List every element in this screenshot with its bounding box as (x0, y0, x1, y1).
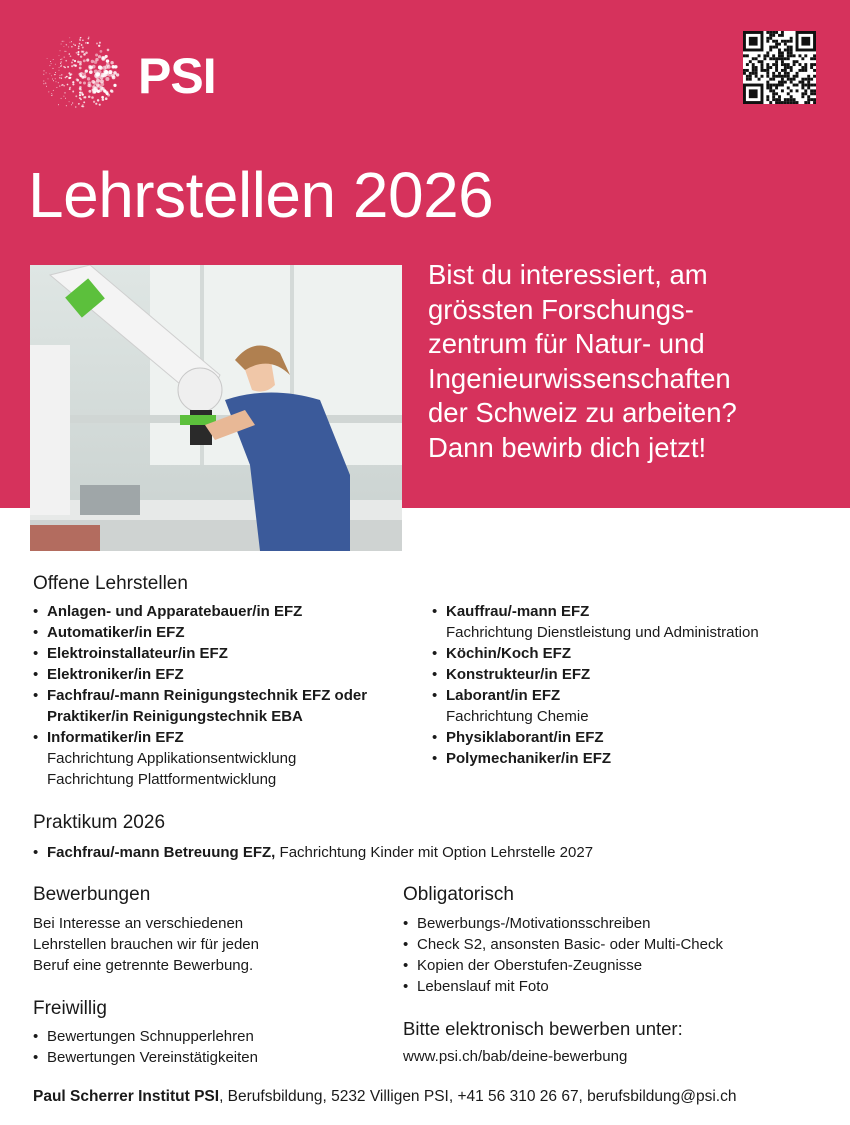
bewerbungen-text: Bei Interesse an verschiedenen Lehrstellen brauchen wir für jeden Beruf eine getrennte Bewerbung. (33, 915, 259, 974)
psi-logo-text: PSI (138, 48, 216, 104)
list-item: • Elektroinstallateur/in EFZ (33, 643, 423, 664)
list-item: • Laborant/in EFZ Fachrichtung Chemie (432, 685, 842, 727)
list-item: • Bewerbungs-/Motivationsschreiben (403, 913, 823, 934)
offene-lehrstellen-title: Offene Lehrstellen (33, 573, 188, 594)
list-item: • Lebenslauf mit Foto (403, 976, 823, 997)
obligatorisch-title: Obligatorisch (403, 884, 514, 905)
list-item: • Physiklaborant/in EFZ (432, 727, 842, 748)
praktikum-title: Praktikum 2026 (33, 812, 166, 833)
freiwillig-title: Freiwillig (33, 998, 107, 1019)
intro-line: grössten Forschungs- (428, 293, 694, 325)
bewerbungen-title: Bewerbungen (33, 884, 151, 905)
list-item: • Informatiker/in EFZ Fachrichtung Applikationsentwicklung Fachrichtung Plattformentwicklung (33, 727, 423, 790)
intro-text (428, 258, 838, 465)
list-item: • Konstrukteur/in EFZ (432, 664, 842, 685)
intro-line: Dann bewirb dich jetzt! (428, 431, 707, 463)
lehrstellen-list-left (33, 601, 423, 790)
obligatorisch-list (403, 913, 823, 997)
intro-line: Bist du interessiert, am (428, 259, 708, 290)
lehrstellen-list-right (432, 601, 842, 769)
list-item: • Bewertungen Schnupperlehren (33, 1026, 373, 1047)
list-item: • Anlagen- und Apparatebauer/in EFZ (33, 601, 423, 622)
intro-line: zentrum für Natur- und (428, 328, 705, 359)
praktikum-list (33, 842, 813, 863)
list-item: • Fachfrau/-mann Reinigungstechnik EFZ oder Praktiker/in Reinigungstechnik EBA (33, 685, 423, 727)
footer-contact: Paul Scherrer Institut PSI, Berufsbildung, 5232 Villigen PSI, +41 56 310 26 67, berufsbildung@psi.ch (33, 1088, 737, 1105)
freiwillig-list (33, 1026, 373, 1068)
list-item: • Bewertungen Vereinstätigkeiten (33, 1047, 373, 1068)
list-item: • Check S2, ansonsten Basic- oder Multi-Check (403, 934, 823, 955)
page-title: Lehrstellen 2026 (28, 159, 494, 231)
online-apply-label: Bitte elektronisch bewerben unter: (403, 1018, 683, 1039)
list-item: • Kopien der Oberstufen-Zeugnisse (403, 955, 823, 976)
apprentice-robot-photo (30, 265, 402, 551)
intro-line: der Schweiz zu arbeiten? (428, 397, 737, 428)
apply-url-link[interactable]: www.psi.ch/bab/deine-bewerbung (403, 1048, 628, 1065)
qr-code-icon[interactable] (743, 31, 816, 104)
list-item: • Polymechaniker/in EFZ (432, 748, 842, 769)
list-item: • Fachfrau/-mann Betreuung EFZ, Fachrichtung Kinder mit Option Lehrstelle 2027 (33, 842, 813, 863)
list-item: • Kauffrau/-mann EFZ Fachrichtung Dienstleistung und Administration (432, 601, 842, 643)
intro-line: Ingenieurwissenschaften (428, 362, 731, 394)
list-item: • Köchin/Koch EFZ (432, 643, 842, 664)
list-item: • Automatiker/in EFZ (33, 622, 423, 643)
list-item: • Elektroniker/in EFZ (33, 664, 423, 685)
